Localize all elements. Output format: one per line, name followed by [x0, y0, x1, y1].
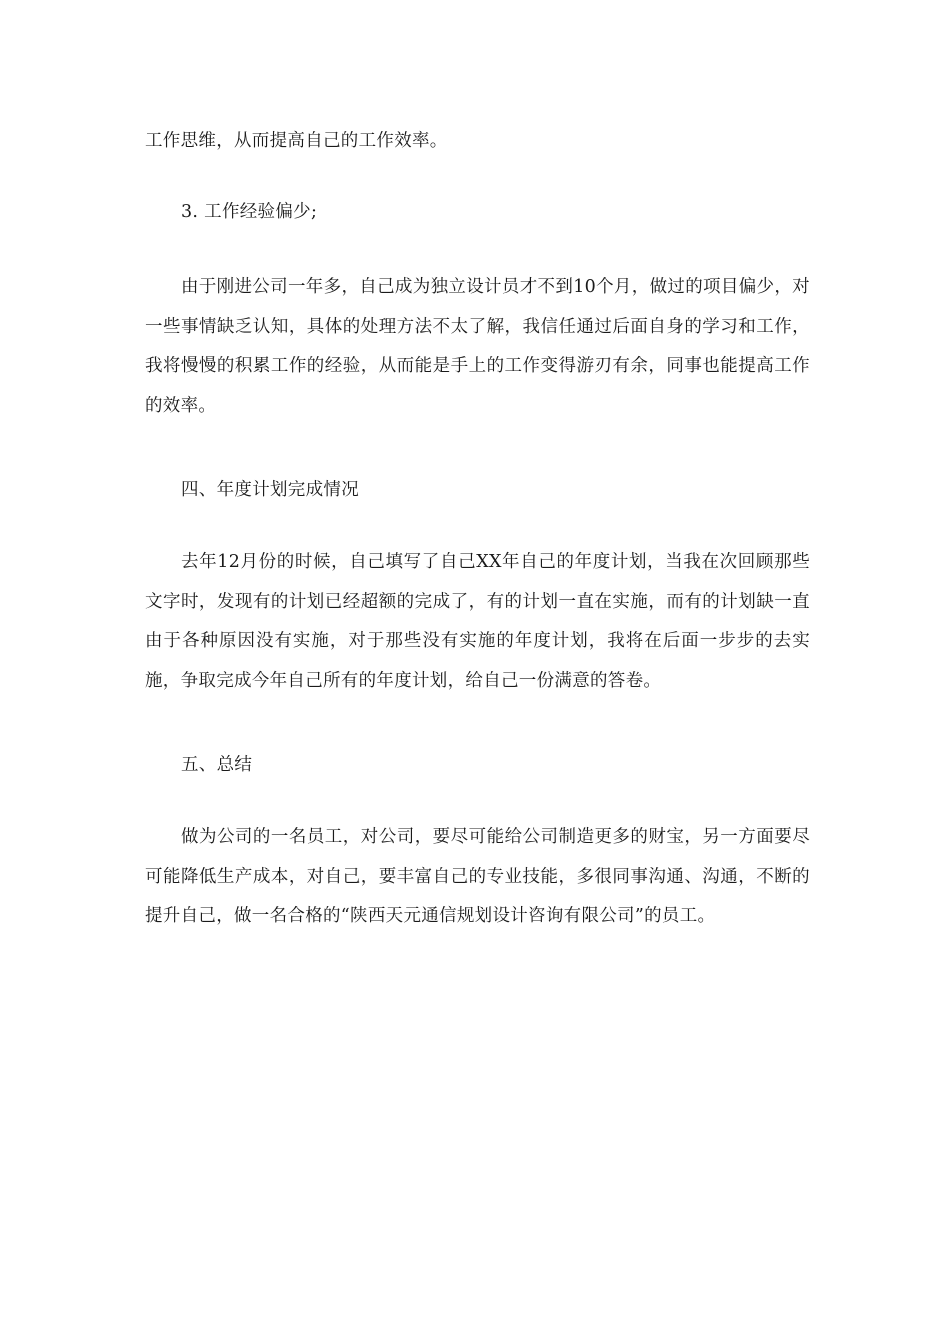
section-heading-annual-plan: 四、年度计划完成情况 — [181, 480, 359, 500]
section-heading-summary: 五、总结 — [181, 755, 253, 775]
paragraph-summary: 做为公司的一名员工，对公司，要尽可能给公司制造更多的财宝，另一方面要尽可能降低生产成本，对自己，要丰富自己的专业技能，多很同事沟通、沟通，不断的提升自己，做一名合格的“陕西天元通信规划设计咨询有限公司”的员工。 — [145, 827, 810, 926]
list-item-experience-heading: 3. 工作经验偏少; — [181, 202, 318, 222]
paragraph-experience: 由于刚进公司一年多，自己成为独立设计员才不到10个月，做过的项目偏少，对一些事情缺乏认知，具体的处理方法不太了解，我信任通过后面自身的学习和工作，我将慢慢的积累工作的经验，从而能是手上的工作变得游刃有余，同事也能提高工作的效率。 — [145, 277, 810, 416]
paragraph-efficiency-continuation: 工作思维，从而提高自己的工作效率。 — [145, 131, 448, 151]
paragraph-annual-plan: 去年12月份的时候，自己填写了自己XX年自己的年度计划，当我在次回顾那些文字时，发现有的计划已经超额的完成了，有的计划一直在实施，而有的计划缺一直由于各种原因没有实施，对于那些没有实施的年度计划，我将在后面一步步的去实施，争取完成今年自己所有的年度计划，给自己一份满意的答卷。 — [145, 552, 810, 691]
